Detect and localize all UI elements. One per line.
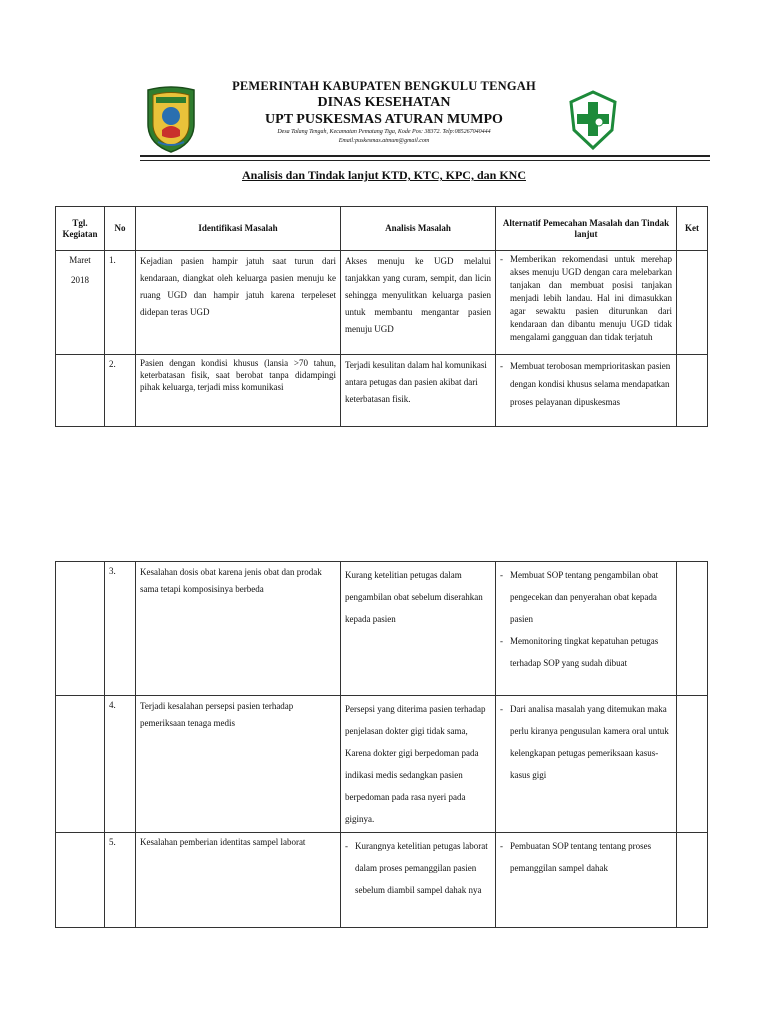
cell-identifikasi: Pasien dengan kondisi khusus (lansia >70 tahun, keterbatasan fisik, saat berobat tanpa didampingi pihak keluarga, terjadi miss komunikasi [136, 355, 341, 427]
cell-analisis [341, 833, 496, 928]
cell-no: 4. [105, 696, 136, 833]
cell-alternatif [496, 251, 677, 355]
document-title: Analisis dan Tindak lanjut KTD, KTC, KPC, dan KNC [242, 168, 526, 182]
cell-ket [677, 562, 708, 696]
cell-alternatif [496, 833, 677, 928]
tgl-month: Maret [69, 255, 91, 265]
bullet-item [500, 357, 672, 411]
cell-ket [677, 355, 708, 427]
cell-identifikasi: Kesalahan dosis obat karena jenis obat dan prodak sama tetapi komposisinya berbeda [136, 562, 341, 696]
cell-tgl [56, 562, 105, 696]
cell-ket [677, 251, 708, 355]
cell-analisis: Terjadi kesulitan dalam hal komunikasi antara petugas dan pasien akibat dari keterbatasan fisik. [341, 355, 496, 427]
cell-analisis: Kurang ketelitian petugas dalam pengambilan obat sebelum diserahkan kepada pasien [341, 562, 496, 696]
cell-alternatif [496, 355, 677, 427]
analysis-table-part-1 [55, 206, 708, 427]
table-row [56, 833, 708, 928]
letterhead-institution: UPT PUSKESMAS ATURAN MUMPO [265, 112, 503, 127]
table-row [56, 355, 708, 427]
analysis-table-part-2 [55, 561, 708, 928]
bullet-item [500, 253, 672, 344]
bullet-dash: - [500, 570, 503, 580]
letterhead-rule-thick [140, 155, 710, 157]
header-tgl: Tgl. Kegiatan [56, 207, 105, 251]
bullet-text: Memberikan rekomendasi untuk merehap akses menuju UGD dengan cara melebarkan tanjakan dan membuat posisi tanjakan menjadi lebih landau. Hal ini dimasukkan agar sewaktu pasien diturunkan dari kendaraan dan dibantu menuju UGD tidak mengalami gangguan dan tidak terjatuh [510, 254, 672, 342]
tgl-year: 2018 [71, 275, 89, 285]
cell-ket [677, 696, 708, 833]
cell-no: 5. [105, 833, 136, 928]
bullet-item [345, 835, 491, 901]
cell-ket [677, 833, 708, 928]
cell-alternatif [496, 696, 677, 833]
bullet-text: Membuat SOP tentang pengambilan obat pengecekan dan penyerahan obat kepada pasien [510, 570, 659, 624]
bullet-dash: - [500, 704, 503, 714]
cell-tgl [56, 833, 105, 928]
letterhead [0, 78, 768, 146]
cell-alternatif [496, 562, 677, 696]
bullet-item [500, 698, 672, 786]
cell-tgl [56, 696, 105, 833]
cell-identifikasi: Terjadi kesalahan persepsi pasien terhadap pemeriksaan tenaga medis [136, 696, 341, 833]
header-no: No [105, 207, 136, 251]
header-identifikasi: Identifikasi Masalah [136, 207, 341, 251]
header-analisis: Analisis Masalah [341, 207, 496, 251]
letterhead-department: DINAS KESEHATAN [317, 95, 451, 110]
table-row [56, 251, 708, 355]
bullet-text: Pembuatan SOP tentang tentang proses pemanggilan sampel dahak [510, 841, 652, 873]
bullet-text: Membuat terobosan memprioritaskan pasien dengan kondisi khusus selama mendapatkan proses pelayanan dipuskesmas [510, 361, 671, 407]
cell-analisis: Persepsi yang diterima pasien terhadap penjelasan dokter gigi tidak sama, Karena dokter gigi berpedoman pada indikasi medis sedangkan pasien berpedoman pada rasa nyeri pada giginya. [341, 696, 496, 833]
bullet-text: Memonitoring tingkat kepatuhan petugas terhadap SOP yang sudah dibuat [510, 636, 659, 668]
table-row [56, 696, 708, 833]
bullet-dash: - [500, 254, 503, 264]
table-header-row [56, 207, 708, 251]
cell-no: 3. [105, 562, 136, 696]
bullet-item [500, 630, 672, 674]
cell-no: 1. [105, 251, 136, 355]
cell-analisis: Akses menuju ke UGD melalui tanjakkan yang curam, sempit, dan licin sehingga menyulitkan keluarga pasien untuk membantu mengantar pasien menuju UGD [341, 251, 496, 355]
bullet-dash: - [500, 841, 503, 851]
cell-identifikasi: Kesalahan pemberian identitas sampel laborat [136, 833, 341, 928]
bullet-dash: - [500, 361, 503, 371]
header-alternatif: Alternatif Pemecahan Masalah dan Tindak lanjut [496, 207, 677, 251]
letterhead-government: PEMERINTAH KABUPATEN BENGKULU TENGAH [232, 79, 536, 93]
cell-tgl [56, 251, 105, 355]
letterhead-rule-thin [140, 160, 710, 161]
letterhead-email: Email:puskesmas.atmum@gmail.com [338, 138, 430, 144]
bullet-dash: - [345, 841, 348, 851]
bullet-item [500, 835, 672, 879]
bullet-text: Dari analisa masalah yang ditemukan maka perlu kiranya pengusulan kamera oral untuk kelengkapan petugas pemeriksaan kasus-kasus gigi [510, 704, 669, 780]
bullet-dash: - [500, 636, 503, 646]
header-ket: Ket [677, 207, 708, 251]
cell-identifikasi: Kejadian pasien hampir jatuh saat turun dari kendaraan, diangkat oleh keluarga pasien menuju ke ruang UGD dan hampir jatuh karena terpeleset didepan teras UGD [136, 251, 341, 355]
bullet-text: Kurangnya ketelitian petugas laborat dalam proses pemanggilan pasien sebelum diambil sampel dahak nya [355, 841, 488, 895]
cell-tgl [56, 355, 105, 427]
cell-no: 2. [105, 355, 136, 427]
table-row [56, 562, 708, 696]
letterhead-address: Desa Talang Tengah, Kecamatan Pematang Tiga, Kode Pos: 38372. Telp:085267040444 [277, 129, 491, 135]
bullet-item [500, 564, 672, 630]
